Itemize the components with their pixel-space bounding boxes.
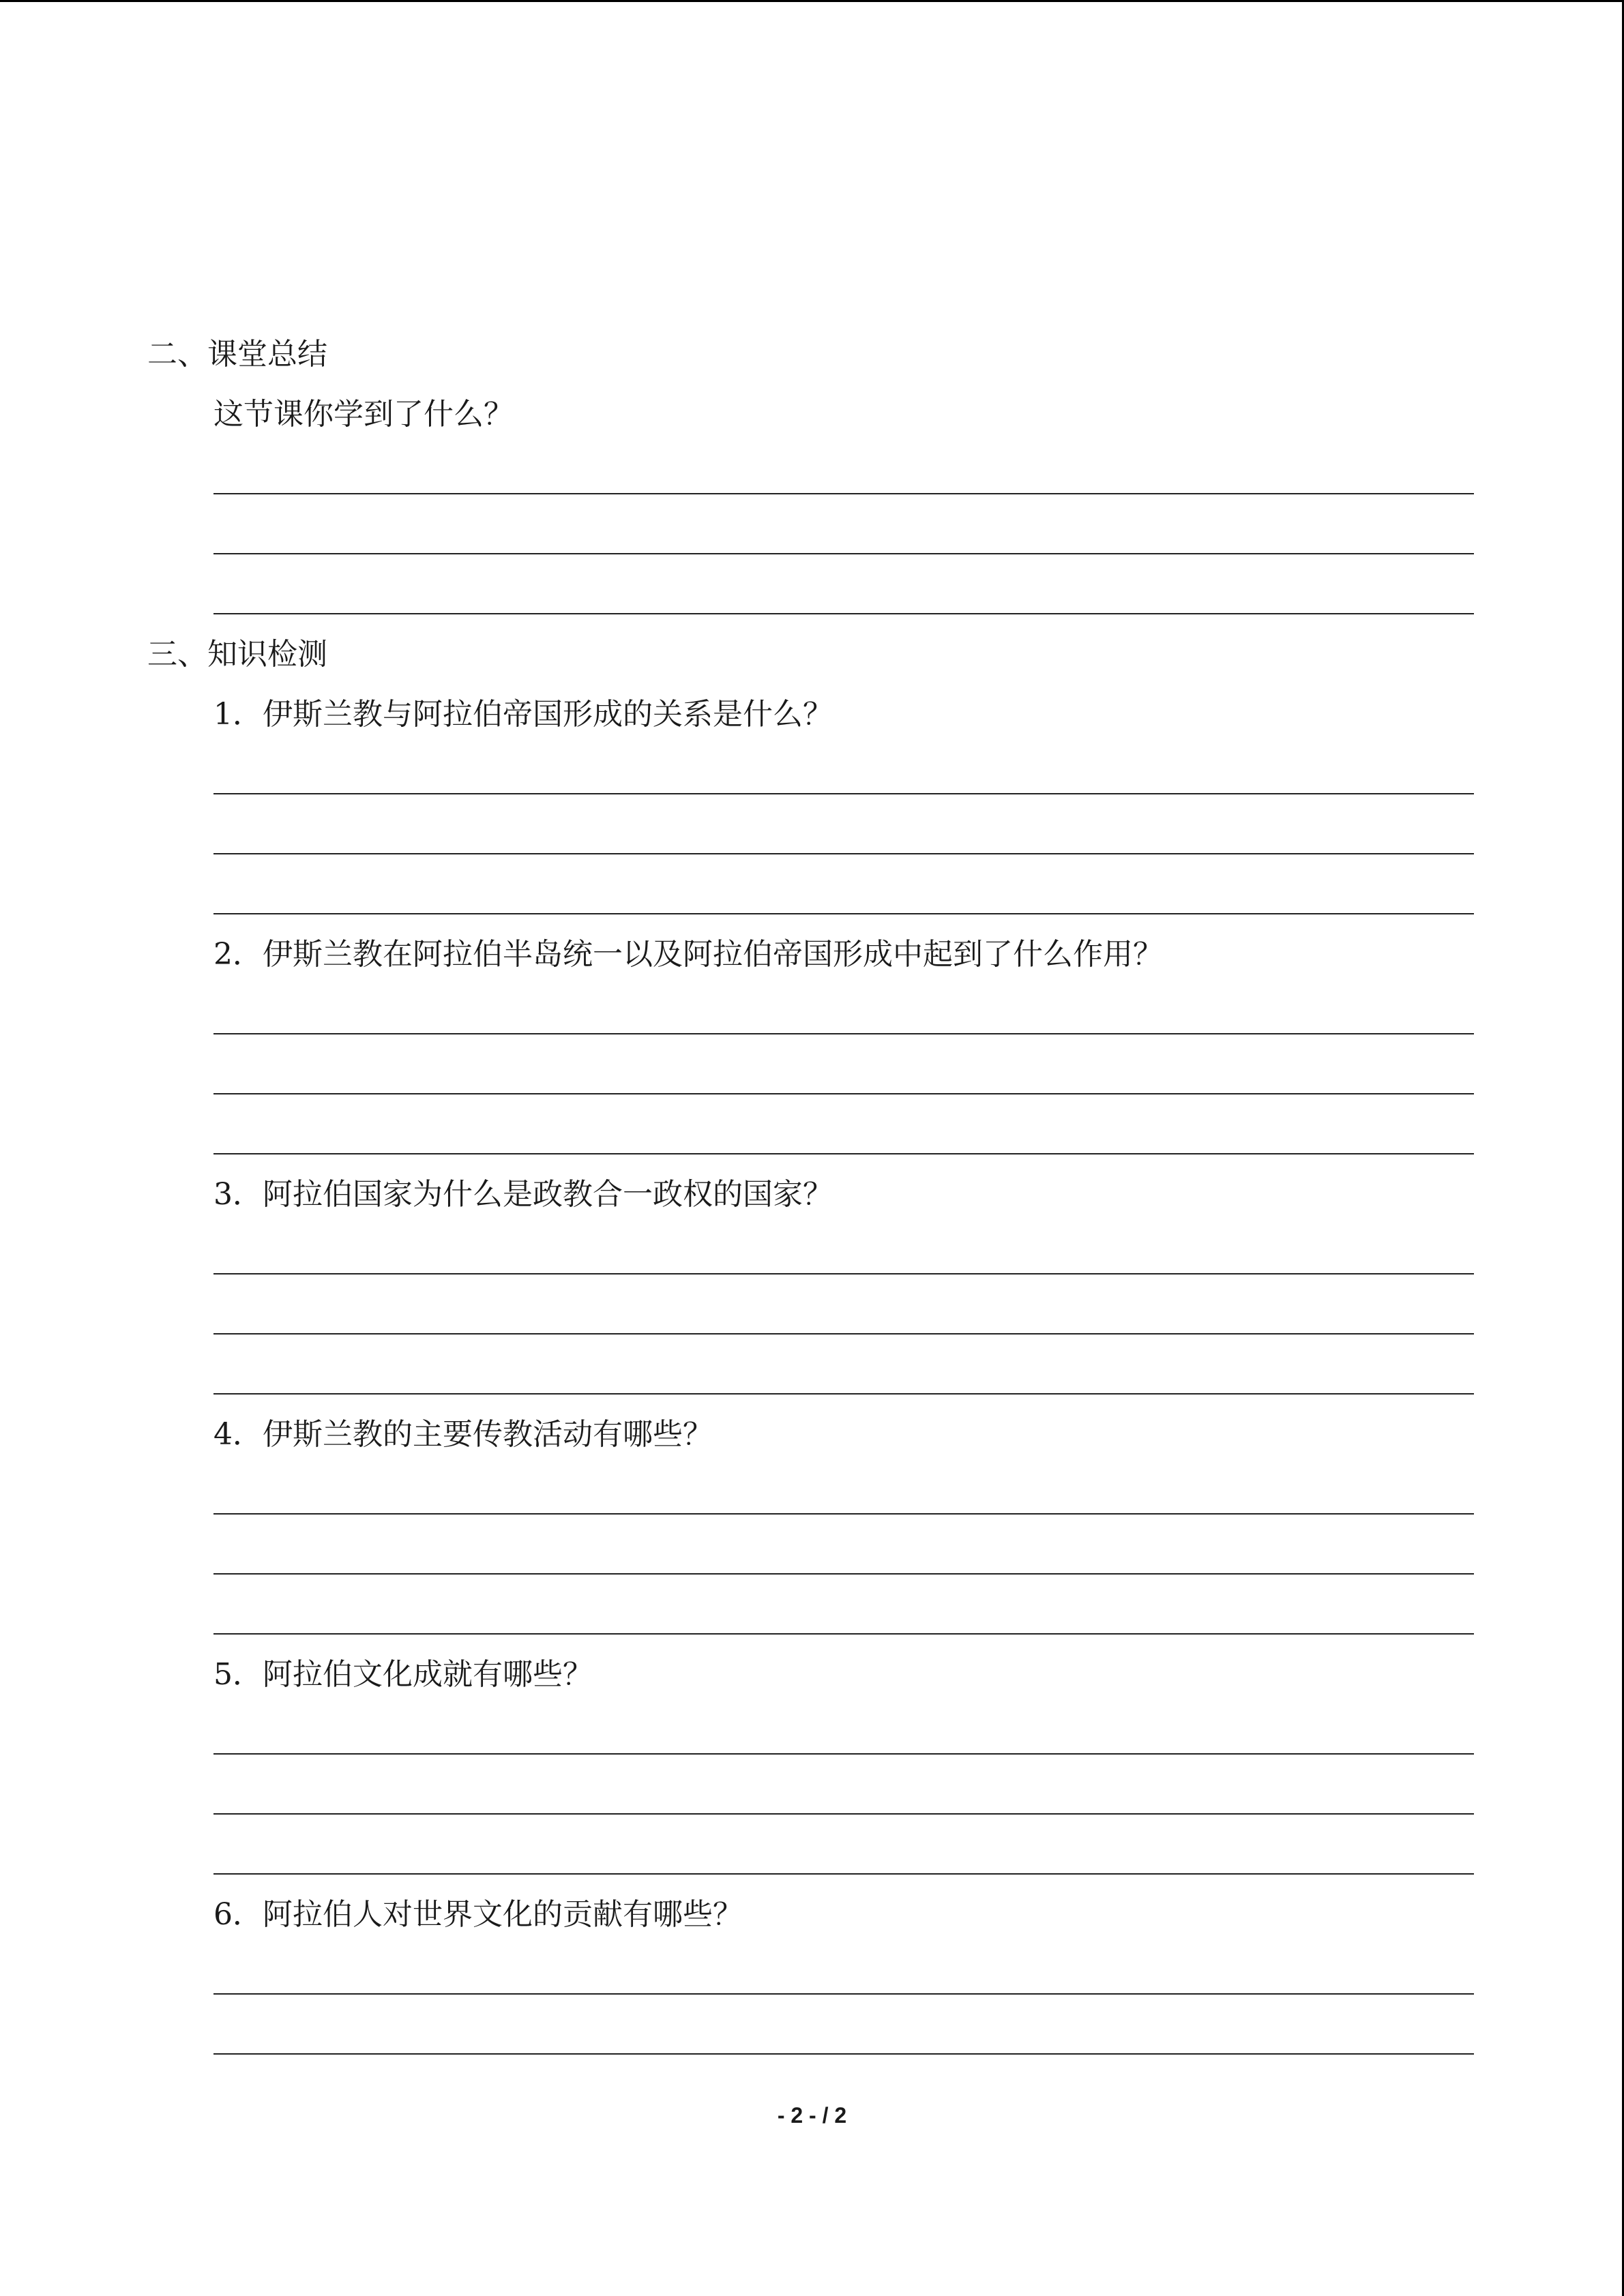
question-4: 4．伊斯兰教的主要传教活动有哪些？ [213, 1417, 713, 1452]
question-5: 5．阿拉伯文化成就有哪些？ [213, 1657, 593, 1692]
question-2: 2．伊斯兰教在阿拉伯半岛统一以及阿拉伯帝国形成中起到了什么作用？ [213, 937, 1163, 972]
summary-prompt: 这节课你学到了什么？ [213, 397, 514, 432]
question-1-answer-line-3[interactable] [213, 913, 1474, 914]
question-3-answer-line-3[interactable] [213, 1393, 1474, 1395]
question-4-answer-line-2[interactable] [213, 1573, 1474, 1575]
question-1-answer-line-2[interactable] [213, 853, 1474, 854]
question-6: 6．阿拉伯人对世界文化的贡献有哪些？ [213, 1897, 743, 1932]
question-6-answer-line-2[interactable] [213, 2053, 1474, 2055]
question-5-answer-line-2[interactable] [213, 1813, 1474, 1815]
summary-answer-line-2[interactable] [213, 553, 1474, 554]
question-4-answer-line-1[interactable] [213, 1513, 1474, 1515]
question-3: 3．阿拉伯国家为什么是政教合一政权的国家？ [213, 1177, 833, 1212]
question-3-answer-line-1[interactable] [213, 1273, 1474, 1274]
page-number: - 2 - / 2 [777, 2103, 847, 2128]
question-1-answer-line-1[interactable] [213, 793, 1474, 794]
question-2-answer-line-3[interactable] [213, 1153, 1474, 1154]
question-2-answer-line-2[interactable] [213, 1093, 1474, 1094]
question-6-answer-line-1[interactable] [213, 1993, 1474, 1995]
question-5-answer-line-3[interactable] [213, 1873, 1474, 1875]
question-4-answer-line-3[interactable] [213, 1633, 1474, 1635]
page-border-top [0, 0, 1624, 2]
question-1: 1．伊斯兰教与阿拉伯帝国形成的关系是什么？ [213, 697, 833, 732]
summary-answer-line-1[interactable] [213, 493, 1474, 494]
question-2-answer-line-1[interactable] [213, 1033, 1474, 1034]
summary-section-heading: 二、课堂总结 [147, 337, 327, 372]
question-5-answer-line-1[interactable] [213, 1753, 1474, 1755]
quiz-section-heading: 三、知识检测 [147, 637, 327, 672]
question-3-answer-line-2[interactable] [213, 1333, 1474, 1335]
summary-answer-line-3[interactable] [213, 613, 1474, 614]
